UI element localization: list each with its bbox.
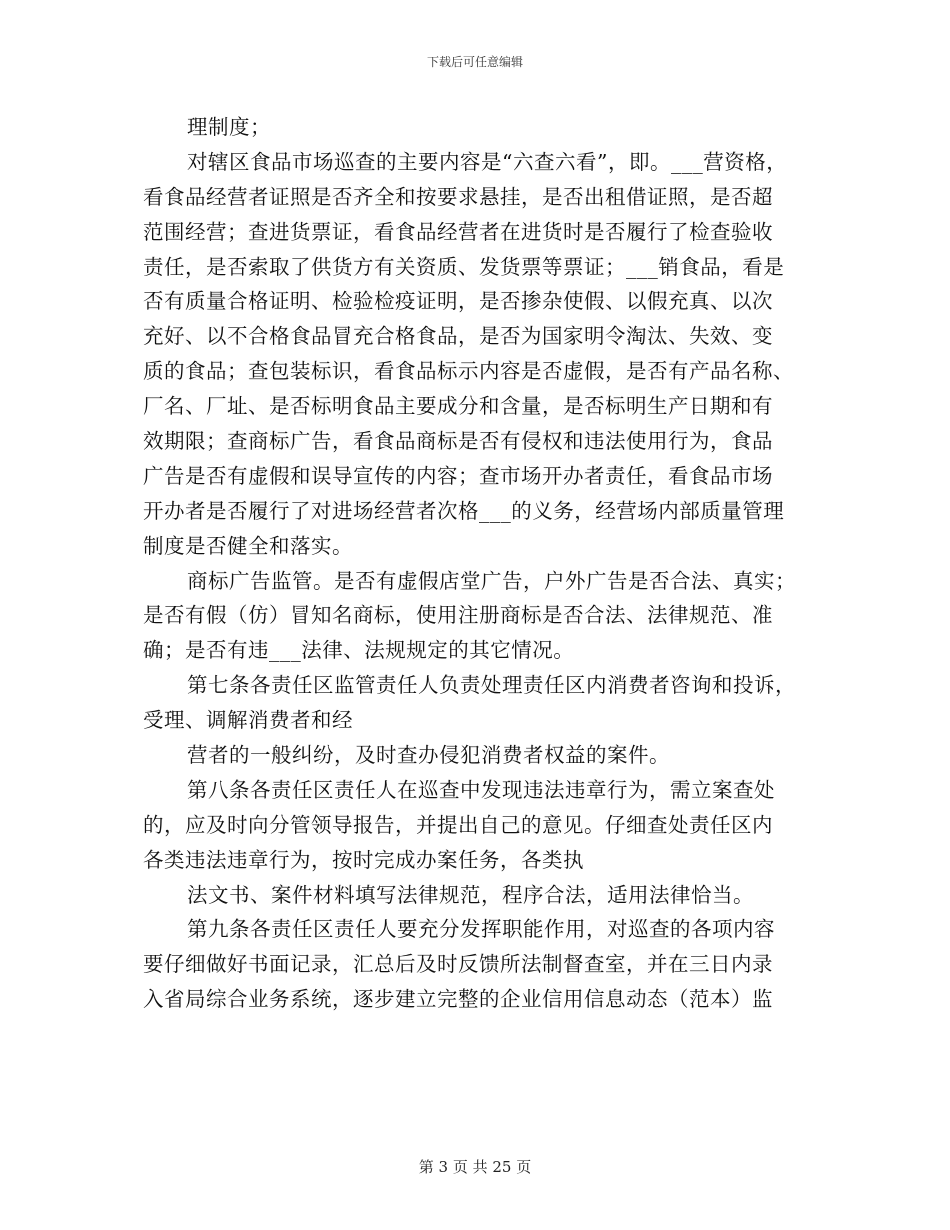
text-line: 确；是否有违___法律、法规规定的其它情况。 bbox=[143, 638, 575, 663]
text-line: 充好、以不合格食品冒充合格食品，是否为国家明令淘汰、失效、变 bbox=[143, 324, 773, 349]
text-line: 质的食品；查包装标识，看食品标示内容是否虚假，是否有产品名称、 bbox=[143, 359, 794, 384]
text-line: 要仔细做好书面记录，汇总后及时反馈所法制督查室，并在三日内录 bbox=[143, 952, 773, 977]
text-line: 第八条各责任区责任人在巡查中发现违法违章行为，需立案查处 bbox=[187, 777, 775, 802]
text-line: 第七条各责任区监管责任人负责处理责任区内消费者咨询和投诉， bbox=[187, 673, 796, 698]
page-number: 第 3 页 共 25 页 bbox=[418, 1158, 532, 1176]
text-line: 入省局综合业务系统，逐步建立完整的企业信用信息动态（范本）监 bbox=[143, 987, 773, 1012]
text-line: 受理、调解消费者和经 bbox=[143, 708, 353, 733]
text-line: 广告是否有虚假和误导宣传的内容；查市场开办者责任，看食品市场 bbox=[143, 463, 773, 488]
text-line: 制度是否健全和落实。 bbox=[143, 533, 353, 558]
text-line: 范围经营；查进货票证，看食品经营者在进货时是否履行了检查验收 bbox=[143, 219, 773, 244]
text-line: 各类违法违章行为，按时完成办案任务，各类执 bbox=[143, 847, 584, 872]
text-line: 否有质量合格证明、检验检疫证明，是否掺杂使假、以假充真、以次 bbox=[143, 289, 773, 314]
text-line: 的，应及时向分管领导报告，并提出自己的意见。仔细查处责任区内 bbox=[143, 812, 773, 837]
text-line: 法文书、案件材料填写法律规范，程序合法，适用法律恰当。 bbox=[187, 882, 754, 907]
text-line: 看食品经营者证照是否齐全和按要求悬挂，是否出租借证照，是否超 bbox=[143, 184, 773, 209]
text-line: 商标广告监管。是否有虚假店堂广告，户外广告是否合法、真实； bbox=[187, 568, 796, 593]
text-line: 开办者是否履行了对进场经营者次格___的义务，经营场内部质量管理 bbox=[143, 498, 785, 523]
text-line: 营者的一般纠纷，及时查办侵犯消费者权益的案件。 bbox=[187, 743, 670, 768]
text-line: 责任，是否索取了供货方有关资质、发货票等票证；___销食品，看是 bbox=[143, 254, 785, 279]
text-line: 厂名、厂址、是否标明食品主要成分和含量，是否标明生产日期和有 bbox=[143, 394, 773, 419]
document-body bbox=[143, 110, 843, 1017]
page-header: 下载后可任意编辑 bbox=[426, 55, 523, 69]
text-line: 效期限；查商标广告，看食品商标是否有侵权和违法使用行为，食品 bbox=[143, 429, 773, 454]
text-line: 理制度； bbox=[187, 115, 271, 139]
text-line: 是否有假（仿）冒知名商标，使用注册商标是否合法、法律规范、准 bbox=[143, 603, 773, 628]
text-line: 第九条各责任区责任人要充分发挥职能作用，对巡查的各项内容 bbox=[187, 917, 775, 942]
text-line: 对辖区食品市场巡查的主要内容是“六查六看”，即。___营资格， bbox=[187, 149, 788, 174]
